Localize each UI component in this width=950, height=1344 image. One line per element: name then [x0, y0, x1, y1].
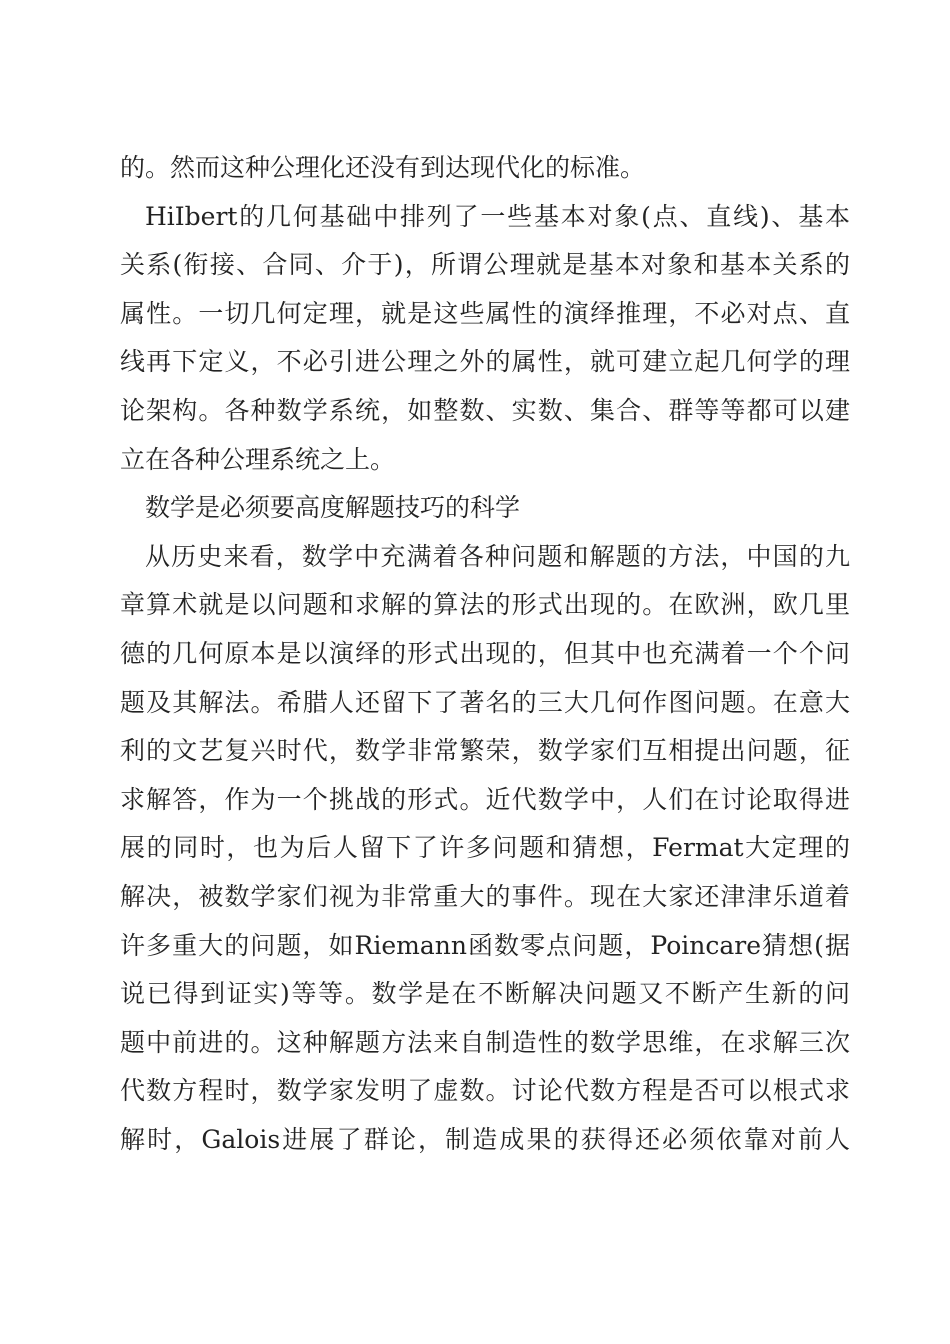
text-line: HiIbert的几何基础中排列了一些基本对象(点、直线)、基本 — [145, 201, 850, 231]
text-line: 题及其解法。希腊人还留下了著名的三大几何作图问题。在意大 — [120, 687, 850, 717]
text-line: 代数方程时，数学家发明了虚数。讨论代数方程是否可以根式求 — [120, 1076, 850, 1106]
text-line: 利的文艺复兴时代，数学非常繁荣，数学家们互相提出问题，征 — [120, 736, 850, 766]
text-line: 的。然而这种公理化还没有到达现代化的标准。 — [120, 153, 646, 182]
text-line: 线再下定义，不必引进公理之外的属性，就可建立起几何学的理 — [120, 347, 850, 377]
text-line: 展的同时，也为后人留下了许多问题和猜想，Fermat大定理的 — [120, 833, 850, 863]
text-line: 立在各种公理系统之上。 — [120, 444, 396, 474]
section-heading: 数学是必须要高度解题技巧的科学 — [145, 493, 521, 523]
text-line: 题中前进的。这种解题方法来自制造性的数学思维，在求解三次 — [120, 1027, 850, 1057]
text-line: 求解答，作为一个挑战的形式。近代数学中，人们在讨论取得进 — [120, 784, 850, 814]
text-line: 德的几何原本是以演绎的形式出现的，但其中也充满着一个个问 — [120, 638, 850, 668]
text-line: 章算术就是以问题和求解的算法的形式出现的。在欧洲，欧几里 — [120, 590, 850, 620]
body-text — [120, 144, 850, 1164]
text-line: 从历史来看，数学中充满着各种问题和解题的方法，中国的九 — [145, 541, 850, 571]
text-line: 许多重大的问题，如Riemann函数零点问题，Poincare猜想(据 — [120, 930, 850, 960]
text-line: 解决，被数学家们视为非常重大的事件。现在大家还津津乐道着 — [120, 881, 850, 911]
text-line: 属性。一切几何定理，就是这些属性的演绎推理，不必对点、直 — [120, 298, 850, 328]
text-line: 关系(衔接、合同、介于)，所谓公理就是基本对象和基本关系的 — [120, 250, 850, 280]
text-line: 说已得到证实)等等。数学是在不断解决问题又不断产生新的问 — [120, 979, 850, 1009]
text-line: 解时，Galois进展了群论，制造成果的获得还必须依靠对前人 — [120, 1124, 850, 1154]
text-line: 论架构。各种数学系统，如整数、实数、集合、群等等都可以建 — [120, 395, 850, 425]
